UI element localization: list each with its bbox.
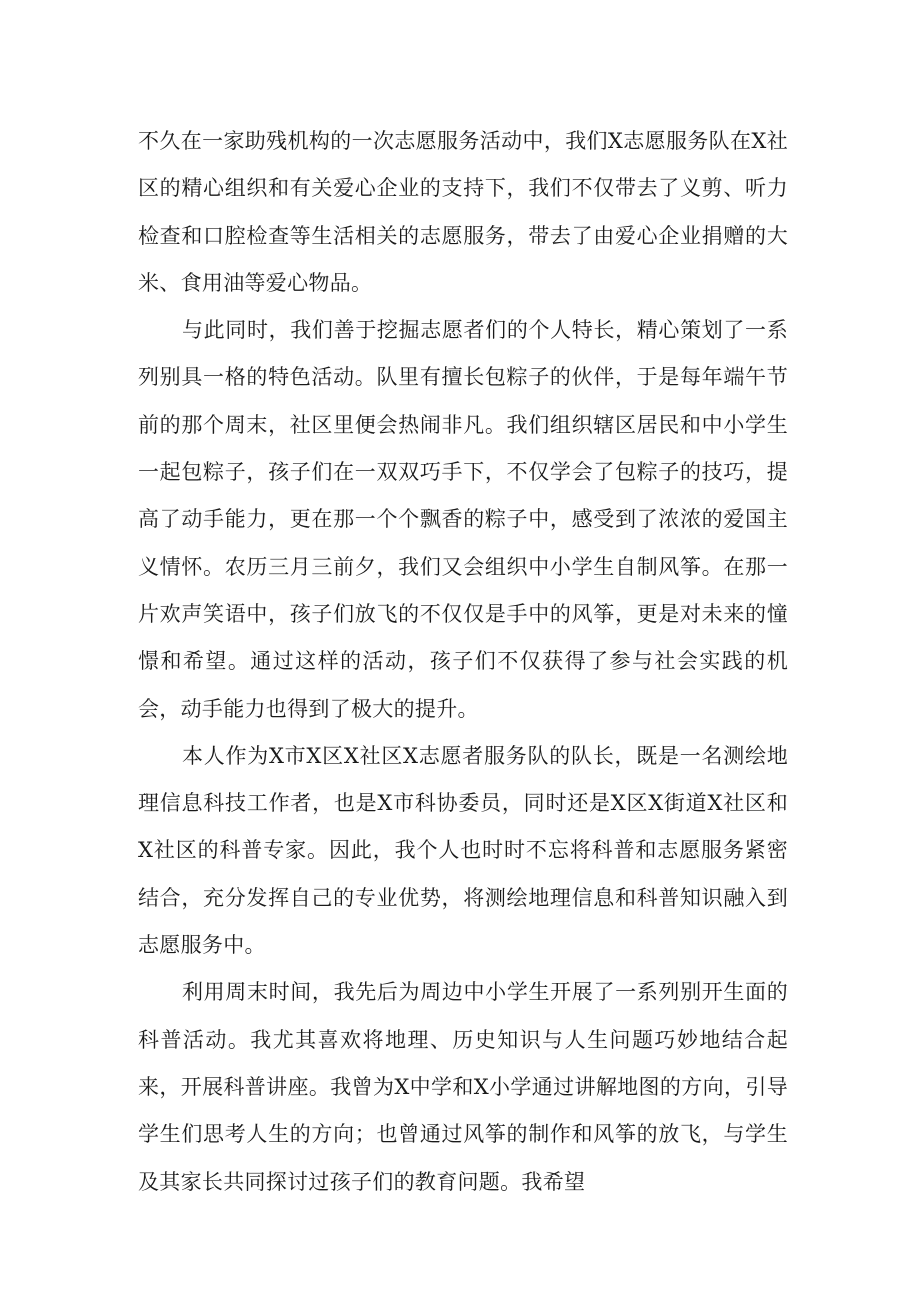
document-body (138, 118, 788, 1206)
paragraph-2: 与此同时，我们善于挖掘志愿者们的个人特长，精心策划了一系列别具一格的特色活动。队里有擅长包粽子的伙伴，于是每年端午节前的那个周末，社区里便会热闹非凡。我们组织辖区居民和中小学生一起包粽子，孩子们在一双双巧手下，不仅学会了包粽子的技巧，提高了动手能力，更在那一个个飘香的粽子中，感受到了浓浓的爱国主义情怀。农历三月三前夕，我们又会组织中小学生自制风筝。在那一片欢声笑语中，孩子们放飞的不仅仅是手中的风筝，更是对未来的憧憬和希望。通过这样的活动，孩子们不仅获得了参与社会实践的机会，动手能力也得到了极大的提升。 (138, 318, 788, 721)
paragraph-3: 本人作为X市X区X社区X志愿者服务队的队长，既是一名测绘地理信息科技工作者，也是X市科协委员，同时还是X区X街道X社区和X社区的科普专家。因此，我个人也时时不忘将科普和志愿服务紧密结合，充分发挥自己的专业优势，将测绘地理信息和科普知识融入到志愿服务中。 (138, 743, 788, 958)
paragraph-4: 利用周末时间，我先后为周边中小学生开展了一系列别开生面的科普活动。我尤其喜欢将地理、历史知识与人生问题巧妙地结合起来，开展科普讲座。我曾为X中学和X小学通过讲解地图的方向，引导学生们思考人生的方向；也曾通过风筝的制作和风筝的放飞，与学生及其家长共同探讨过孩子们的教育问题。我希望 (138, 980, 788, 1194)
paragraph-1: 不久在一家助残机构的一次志愿服务活动中，我们X志愿服务队在X社区的精心组织和有关爱心企业的支持下，我们不仅带去了义剪、听力检查和口腔检查等生活相关的志愿服务，带去了由爱心企业捐赠的大米、食用油等爱心物品。 (138, 129, 788, 295)
